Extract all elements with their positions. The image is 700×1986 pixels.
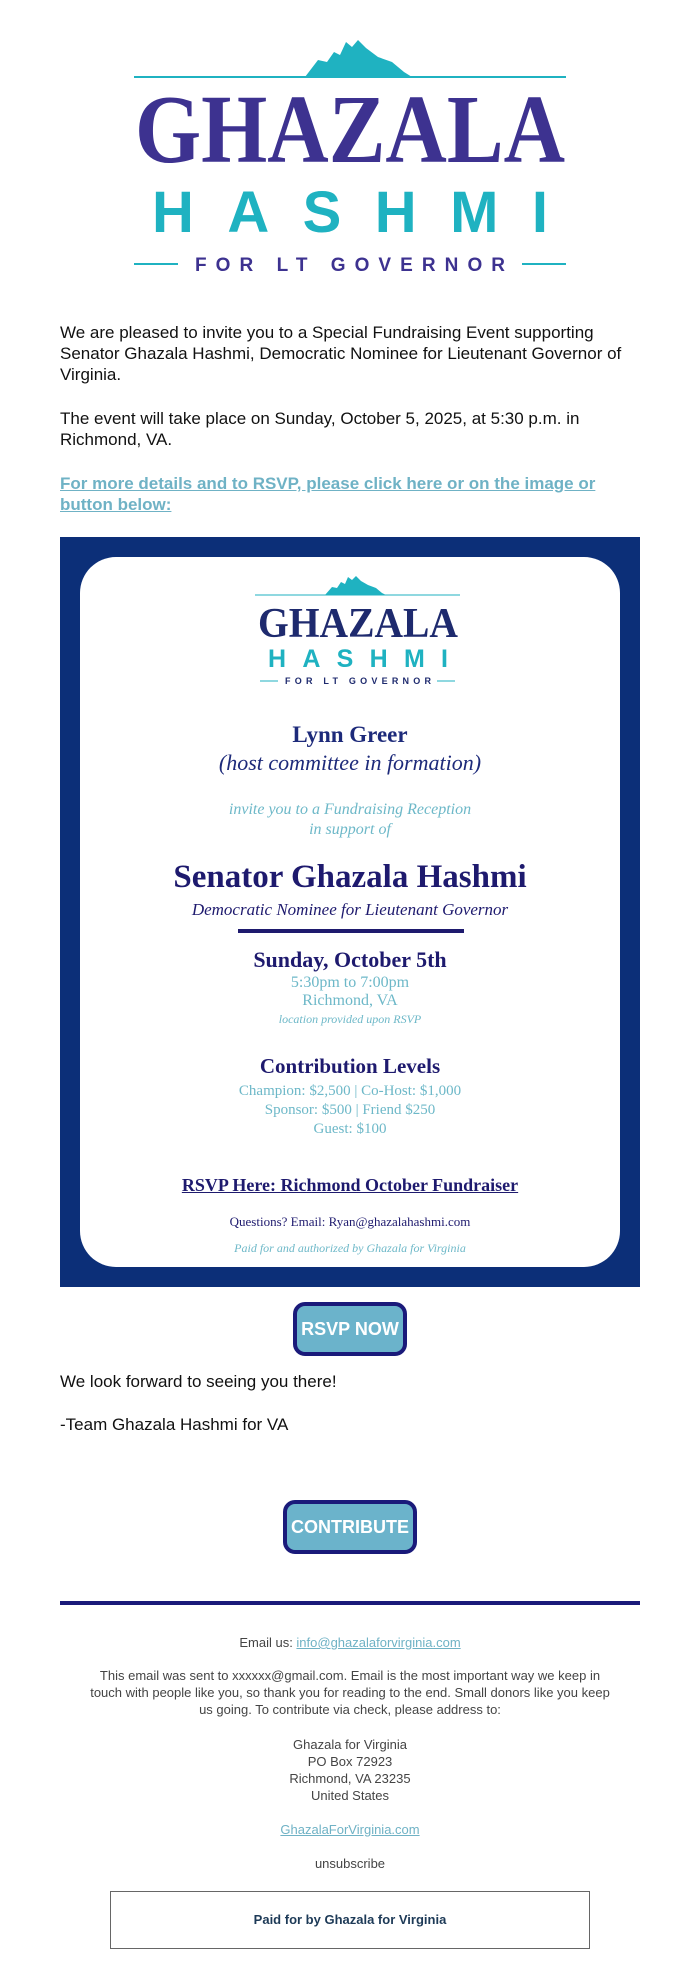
footer-note: This email was sent to xxxxxx@gmail.com. Email is the most important way we keep in touch with people like you, so thank you for reading to the end. Small donors like you keep us going. To contribute via check, please address to: [90, 1668, 610, 1717]
host-name: Lynn Greer [292, 722, 408, 747]
address-line: Ghazala for Virginia [293, 1737, 407, 1752]
logo-office: FOR LT GOVERNOR [195, 255, 505, 276]
invitation-logo-last: HASHMI [268, 645, 448, 673]
invitation-state-icon [325, 576, 386, 595]
address-line: United States [310, 1788, 390, 1803]
intro-paragraph: We are pleased to invite you to a Special Fundraising Event supporting Senator Ghazala Hashmi, Democratic Nominee for Lieutenant Governor of Virginia. [60, 323, 622, 384]
invitation-rsvp-link[interactable]: RSVP Here: Richmond October Fundraiser [181, 1175, 519, 1195]
questions-email: Questions? Email: Ryan@ghazalahashmi.com [229, 1214, 471, 1229]
event-city: Richmond, VA [302, 992, 398, 1009]
closing-line: We look forward to seeing you there! [60, 1372, 337, 1391]
invitation-image[interactable] [60, 537, 640, 1287]
candidate-name: Senator Ghazala Hashmi [173, 859, 527, 895]
rsvp-now-button[interactable]: RSVP NOW [293, 1302, 407, 1356]
address-line: Richmond, VA 23235 [289, 1771, 411, 1786]
footer-email-label: Email us: [239, 1635, 297, 1650]
event-date: Sunday, October 5th [253, 947, 447, 972]
paid-for-box: Paid for by Ghazala for Virginia [110, 1891, 590, 1949]
contribution-level: Guest: $100 [313, 1121, 387, 1137]
unsubscribe-link[interactable]: unsubscribe [314, 1856, 386, 1871]
campaign-logo [0, 0, 700, 290]
event-details-paragraph: The event will take place on Sunday, October 5, 2025, at 5:30 p.m. in Richmond, VA. [60, 409, 580, 449]
footer-divider [60, 1601, 640, 1605]
contribution-levels-title: Contribution Levels [259, 1054, 441, 1078]
event-time: 5:30pm to 7:00pm [290, 974, 410, 991]
logo-last-name: HASHMI [152, 180, 548, 245]
rsvp-details-link[interactable]: For more details and to RSVP, please click here or on the image or button below: [60, 474, 596, 514]
invite-line-2: in support of [309, 821, 391, 838]
contribution-level: Sponsor: $500 | Friend $250 [264, 1102, 436, 1118]
event-location-note: location provided upon RSVP [278, 1012, 422, 1026]
invitation-logo-office: FOR LT GOVERNOR [285, 676, 431, 686]
signature-line: -Team Ghazala Hashmi for VA [60, 1415, 289, 1434]
logo-first-name: GHAZALA [135, 76, 566, 184]
virginia-state-icon [305, 40, 412, 77]
invitation-card [80, 557, 620, 1267]
invitation-logo [80, 557, 620, 687]
footer-email-link[interactable]: info@ghazalaforvirginia.com [296, 1635, 461, 1650]
contribute-button[interactable]: CONTRIBUTE [283, 1500, 417, 1554]
invitation-logo-first: GHAZALA [258, 601, 459, 647]
contribution-level: Champion: $2,500 | Co-Host: $1,000 [238, 1083, 462, 1099]
invite-line-1: invite you to a Fundraising Reception [228, 801, 472, 818]
invitation-divider [238, 929, 464, 933]
invitation-disclaimer: Paid for and authorized by Ghazala for Virginia [234, 1241, 466, 1255]
address-line: PO Box 72923 [307, 1754, 393, 1769]
footer-email-line [60, 1634, 640, 1651]
website-link[interactable]: GhazalaForVirginia.com [280, 1822, 420, 1837]
candidate-title: Democratic Nominee for Lieutenant Governor [191, 900, 509, 919]
host-committee: (host committee in formation) [218, 750, 482, 775]
